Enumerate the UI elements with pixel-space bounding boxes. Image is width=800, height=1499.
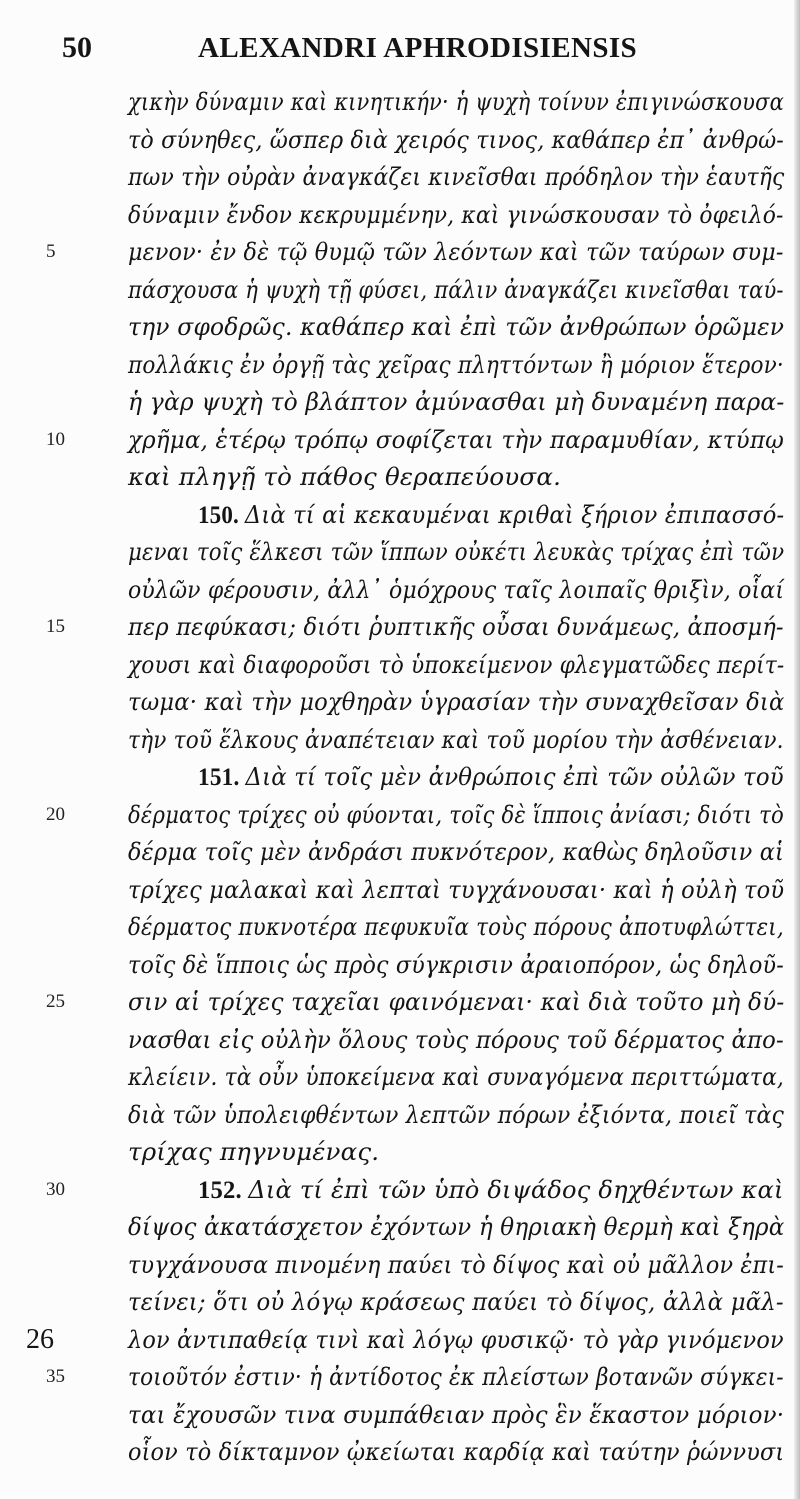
- line-text: τρίχας πηγνυμένας.: [128, 1137, 380, 1166]
- line-text: λον ἀντιπαθείᾳ τινὶ καὶ λόγῳ φυσικῷ· τὸ γὰρ γινόμενον: [128, 1324, 784, 1354]
- text-line: [198, 1170, 784, 1210]
- text-line: [128, 607, 784, 647]
- line-text: Διὰ τί τοῖς μὲν ἀνθρώποις ἐπὶ τῶν οὐλῶν τοῦ: [245, 762, 784, 791]
- line-text: δέρματος τρίχες οὐ φύονται, τοῖς δὲ ἵπποις ἀνίασι; διότι τὸ: [128, 799, 784, 829]
- running-title: ALEXANDRI APHRODISIENSIS: [198, 32, 638, 64]
- line-text: ἡ γὰρ ψυχὴ τὸ βλάπτον ἀμύνασθαι μὴ δυναμένη παρα-: [128, 387, 785, 416]
- line-text: μενον· ἐν δὲ τῷ θυμῷ τῶν λεόντων καὶ τῶν ταύρων συμ-: [128, 237, 784, 266]
- text-line: [128, 645, 785, 685]
- line-text: κλείειν. τὰ οὖν ὑποκείμενα καὶ συναγόμενα περιττώματα,: [128, 1062, 784, 1091]
- line-text: δέρματος πυκνοτέρα πεφυκυῖα τοὺς πόρους ἀποτυφλώττει,: [128, 912, 784, 941]
- line-text: πολλάκις ἐν ὀργῇ τὰς χεῖρας πληττόντων ἢ μόριον ἕτερον·: [128, 349, 784, 379]
- text-line: [128, 945, 784, 985]
- text-line: [128, 1057, 784, 1097]
- line-text: νασθαι εἰς οὐλὴν ὅλους τοὺς πόρους τοῦ δέρματος ἀπο-: [128, 1024, 784, 1054]
- text-line: [128, 1432, 785, 1472]
- text-line: [128, 345, 784, 385]
- section-number: 151.: [198, 764, 246, 791]
- line-text: σιν αἱ τρίχες ταχεῖαι φαινόμεναι· καὶ διὰ τοῦτο μὴ δύ-: [128, 987, 785, 1016]
- line-number: 30: [46, 1178, 65, 1200]
- line-text: τωμα· καὶ τὴν μοχθηρὰν ὑγρασίαν τὴν συναχθεῖσαν διὰ: [128, 687, 785, 716]
- text-line: [128, 307, 785, 347]
- text-line: [128, 795, 784, 835]
- line-text: τείνει; ὅτι οὐ λόγῳ κράσεως παύει τὸ δίψος, ἀλλὰ μᾶλ-: [128, 1287, 784, 1316]
- text-line: [128, 157, 785, 197]
- text-line: [128, 232, 784, 272]
- line-text: χικὴν δύναμιν καὶ κινητικήν· ἡ ψυχὴ τοίνυν ἐπιγινώσκουσα: [128, 87, 784, 116]
- text-line: [128, 1245, 784, 1285]
- line-text: καὶ πληγῇ τὸ πάθος θεραπεύουσα.: [128, 462, 562, 491]
- line-text: τρίχες μαλακαὶ καὶ λεπταὶ τυγχάνουσαι· καὶ ἡ οὐλὴ τοῦ: [128, 874, 785, 904]
- line-text: οἷον τὸ δίκταμνον ᾠκείωται καρδίᾳ καὶ ταύτην ῥώννυσι: [128, 1437, 785, 1466]
- text-line: [128, 1395, 785, 1435]
- line-number: 15: [46, 616, 65, 637]
- line-text: τοιοῦτόν ἐστιν· ἡ ἀντίδοτος ἐκ πλείστων βοτανῶν σύγκει-: [128, 1362, 784, 1391]
- line-text: δίψος ἀκατάσχετον ἐχόντων ἡ θηριακὴ θερμὴ καὶ ξηρὰ: [128, 1212, 785, 1241]
- line-text: τοῖς δὲ ἵπποις ὡς πρὸς σύγκρισιν ἀραιοπόρον, ὡς δηλοῦ-: [128, 949, 784, 979]
- text-line: [198, 495, 785, 535]
- text-line: [128, 1320, 784, 1360]
- line-text: τὴν τοῦ ἕλκους ἀναπέτειαν καὶ τοῦ μορίου τὴν ἀσθένειαν.: [128, 724, 784, 754]
- text-line: [128, 82, 784, 122]
- line-text: δύναμιν ἔνδον κεκρυμμένην, καὶ γινώσκουσαν τὸ ὀφειλό-: [128, 199, 784, 229]
- line-text: χρῆμα, ἑτέρῳ τρόπῳ σοφίζεται τὴν παραμυθίαν, κτύπῳ: [128, 424, 785, 454]
- line-text: μεναι τοῖς ἕλκεσι τῶν ἵππων οὐκέτι λευκὰς τρίχας ἐπὶ τῶν: [128, 537, 785, 566]
- text-line: [128, 720, 784, 760]
- text-line: [128, 1132, 784, 1172]
- text-line: [128, 195, 784, 235]
- line-text: δέρμα τοῖς μὲν ἀνδράσι πυκνότερον, καθὼς δηλοῦσιν αἱ: [128, 837, 785, 866]
- text-line: [128, 832, 785, 872]
- text-line: [128, 570, 785, 610]
- line-number: 25: [46, 991, 65, 1012]
- section-number: 152.: [198, 1176, 249, 1204]
- line-text: τὸ σύνηθες, ὥσπερ διὰ χειρός τινος, καθάπερ ἐπ᾿ ἀνθρώ-: [128, 124, 784, 154]
- line-text: περ πεφύκασι; διότι ῥυπτικῆς οὖσαι δυνάμεως, ἀποσμή-: [128, 612, 784, 641]
- text-line: [128, 420, 785, 460]
- text-line: [128, 682, 785, 722]
- running-header: [56, 22, 756, 68]
- text-line: [128, 120, 784, 160]
- line-text: πων τὴν οὐρὰν ἀναγκάζει κινεῖσθαι πρόδηλον τὴν ἑαυτῆς: [128, 162, 785, 191]
- line-text: διὰ τῶν ὑπολειφθέντων λεπτῶν πόρων ἐξιόντα, ποιεῖ τὰς: [128, 1099, 784, 1129]
- page-number: 50: [62, 31, 92, 64]
- line-text: Διὰ τί αἱ κεκαυμέναι κριθαὶ ξήριον ἐπιπασσό-: [244, 499, 785, 529]
- page-edge-shadow: [794, 0, 800, 1499]
- text-line: [128, 1095, 784, 1135]
- text-line: [128, 907, 784, 947]
- text-line: [128, 1207, 785, 1247]
- line-number: 5: [46, 241, 56, 262]
- line-text: οὐλῶν φέρουσιν, ἀλλ᾿ ὁμόχρους ταῖς λοιπαῖς θριξὶν, οἷαί: [128, 574, 785, 604]
- line-text: την σφοδρῶς. καθάπερ καὶ ἐπὶ τῶν ἀνθρώπων ὁρῶμεν: [128, 312, 785, 341]
- text-line: [128, 1020, 784, 1060]
- text-line: [128, 270, 784, 310]
- text-line: [128, 1357, 784, 1397]
- text-line: [128, 1282, 784, 1322]
- line-text: τυγχάνουσα πινομένη παύει τὸ δίψος καὶ οὐ μᾶλλον ἐπι-: [128, 1249, 784, 1279]
- line-text: πάσχουσα ἡ ψυχὴ τῇ φύσει, πάλιν ἀναγκάζει κινεῖσθαι ταύ-: [128, 274, 784, 304]
- text-line: [198, 757, 784, 797]
- line-number: 20: [46, 803, 65, 825]
- text-line: [128, 457, 784, 497]
- line-number: 10: [46, 428, 65, 450]
- section-number: 150.: [198, 501, 245, 529]
- text-line: [128, 870, 785, 910]
- text-line: [128, 982, 785, 1022]
- line-text: Διὰ τί ἐπὶ τῶν ὑπὸ διψάδος δηχθέντων καὶ: [248, 1174, 784, 1204]
- margin-number: 26: [26, 1323, 54, 1355]
- text-line: [128, 532, 785, 572]
- text-line: [128, 382, 785, 422]
- line-text: ται ἔχουσῶν τινα συμπάθειαν πρὸς ἓν ἕκαστον μόριον·: [128, 1399, 785, 1429]
- line-number: 35: [46, 1366, 65, 1387]
- line-text: χουσι καὶ διαφοροῦσι τὸ ὑποκείμενον φλεγματῶδες περίτ-: [128, 649, 785, 679]
